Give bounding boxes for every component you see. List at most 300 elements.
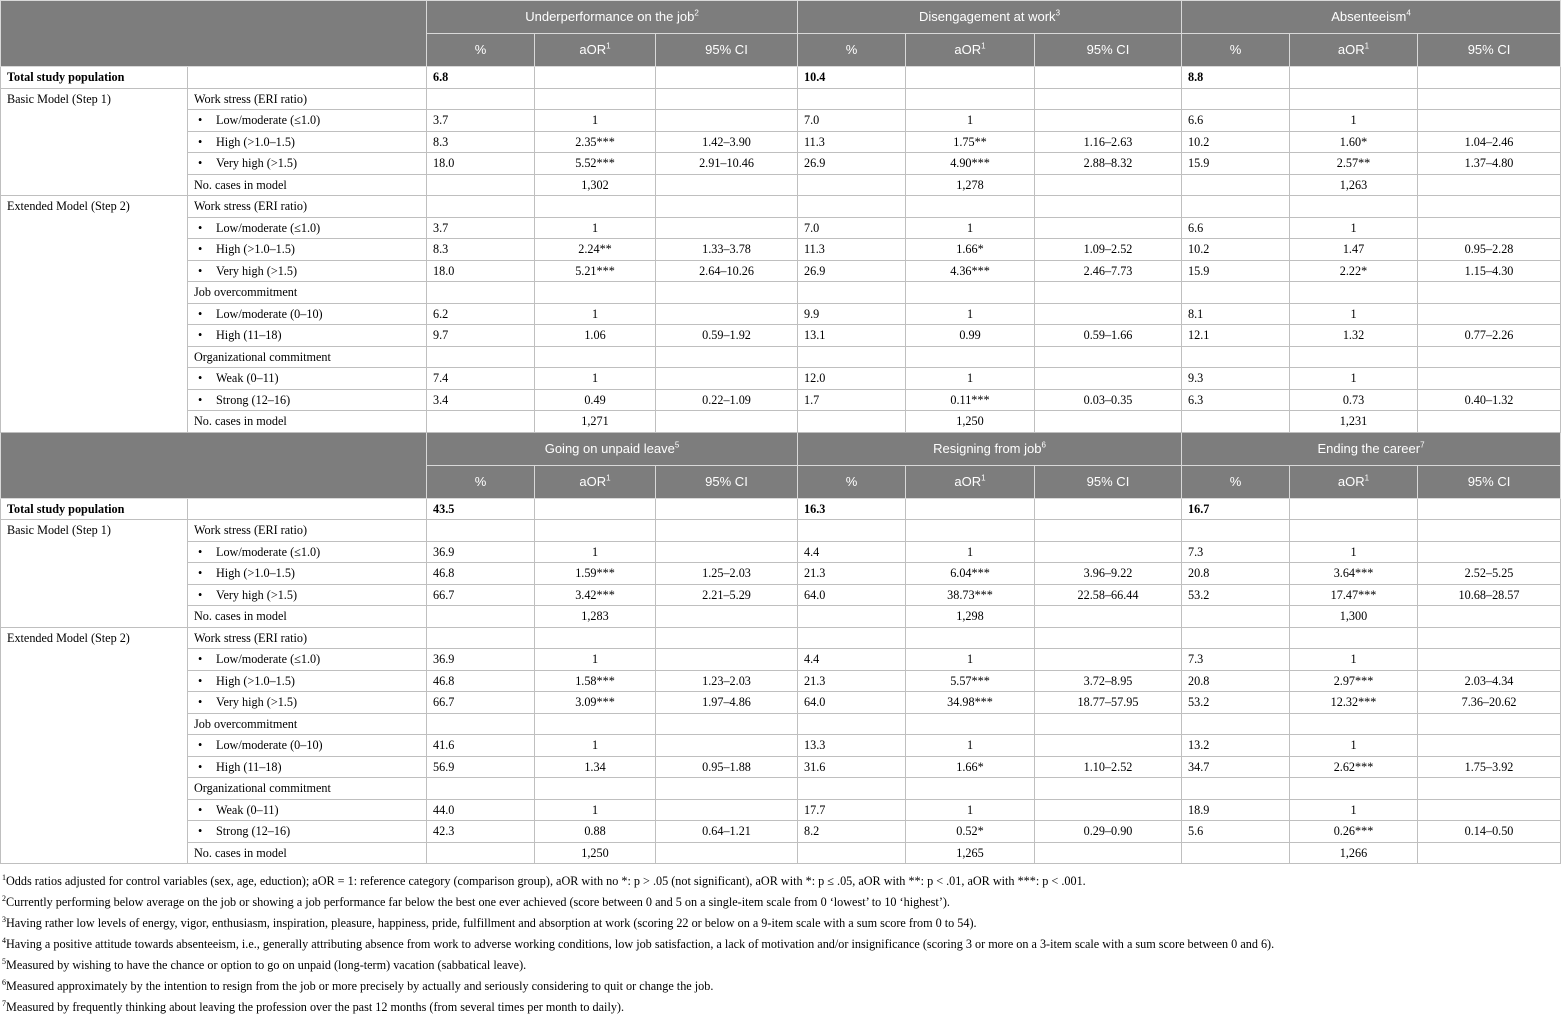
blank-cell bbox=[1418, 88, 1561, 110]
blank-cell bbox=[906, 520, 1035, 542]
blank-cell bbox=[906, 282, 1035, 304]
aor-value: 1.34 bbox=[535, 756, 656, 778]
header-blank bbox=[1, 1, 427, 67]
total-pct: 6.8 bbox=[427, 67, 535, 89]
blank-cell bbox=[798, 411, 906, 433]
blank-cell bbox=[1182, 174, 1290, 196]
row-label bbox=[188, 627, 427, 649]
blank-cell bbox=[798, 606, 906, 628]
row-label bbox=[188, 260, 427, 282]
col-header-aor bbox=[1290, 34, 1418, 67]
ci-value bbox=[1035, 368, 1182, 390]
row-label-text: Work stress (ERI ratio) bbox=[194, 199, 308, 214]
blank-cell bbox=[427, 520, 535, 542]
pct-value: 5.6 bbox=[1182, 821, 1290, 843]
blank-cell bbox=[1035, 713, 1182, 735]
row-label bbox=[188, 821, 427, 843]
pct-value: 42.3 bbox=[427, 821, 535, 843]
outcome-name: Resigning from job bbox=[933, 440, 1042, 456]
aor-label: aOR bbox=[579, 42, 607, 57]
pct-value: 4.4 bbox=[798, 541, 906, 563]
blank-cell bbox=[1418, 498, 1561, 520]
cases-row bbox=[1, 842, 1561, 864]
ci-value: 0.29–0.90 bbox=[1035, 821, 1182, 843]
outcome-header bbox=[427, 432, 798, 465]
blank-cell bbox=[1418, 411, 1561, 433]
pct-value: 46.8 bbox=[427, 670, 535, 692]
row-label-text: Low/moderate (≤1.0) bbox=[216, 652, 321, 667]
outcome-header bbox=[798, 1, 1182, 34]
col-header-pct: % bbox=[1182, 465, 1290, 498]
blank-cell bbox=[1035, 627, 1182, 649]
ci-value: 1.42–3.90 bbox=[656, 131, 798, 153]
ci-value bbox=[1035, 303, 1182, 325]
ci-value bbox=[656, 110, 798, 132]
data-row bbox=[1, 389, 1561, 411]
blank-cell bbox=[427, 778, 535, 800]
footnote bbox=[0, 934, 1560, 955]
footnote-text: Having rather low levels of energy, vigor, enthusiasm, inspiration, pleasure, happiness, pride, fulfillment and absorption at work (scoring 22 or below on a 9-item scale with a sum score from 0 to 54). bbox=[6, 916, 977, 930]
outcome-header bbox=[427, 1, 798, 34]
pct-value: 7.0 bbox=[798, 110, 906, 132]
ci-value bbox=[656, 217, 798, 239]
aor-value: 1 bbox=[906, 735, 1035, 757]
row-label bbox=[188, 563, 427, 585]
aor-value: 6.04*** bbox=[906, 563, 1035, 585]
blank-cell bbox=[1418, 778, 1561, 800]
pct-value: 41.6 bbox=[427, 735, 535, 757]
outcome-header-row bbox=[1, 432, 1561, 465]
bullet-icon: • bbox=[198, 673, 203, 688]
pct-value: 8.2 bbox=[798, 821, 906, 843]
ci-value: 1.09–2.52 bbox=[1035, 239, 1182, 261]
pct-value: 26.9 bbox=[798, 260, 906, 282]
group-row bbox=[1, 346, 1561, 368]
row-label-text: Low/moderate (≤1.0) bbox=[216, 220, 321, 235]
ci-value bbox=[656, 799, 798, 821]
blank-cell bbox=[1035, 606, 1182, 628]
data-row bbox=[1, 303, 1561, 325]
bullet-icon: • bbox=[198, 824, 203, 839]
row-label bbox=[188, 174, 427, 196]
pct-value: 21.3 bbox=[798, 670, 906, 692]
ci-value bbox=[1035, 541, 1182, 563]
blank-cell bbox=[1418, 606, 1561, 628]
blank-cell bbox=[798, 842, 906, 864]
row-label-text: Low/moderate (0–10) bbox=[216, 306, 323, 321]
total-pct: 16.7 bbox=[1182, 498, 1290, 520]
col-header-pct: % bbox=[798, 34, 906, 67]
ci-value: 0.22–1.09 bbox=[656, 389, 798, 411]
row-label-text: Low/moderate (≤1.0) bbox=[216, 544, 321, 559]
ci-value: 1.75–3.92 bbox=[1418, 756, 1561, 778]
blank-cell bbox=[1182, 282, 1290, 304]
ci-value: 1.97–4.86 bbox=[656, 692, 798, 714]
ci-value: 1.33–3.78 bbox=[656, 239, 798, 261]
group-row bbox=[1, 196, 1561, 218]
blank-cell bbox=[535, 196, 656, 218]
outcome-header bbox=[1182, 1, 1561, 34]
cases-value: 1,302 bbox=[535, 174, 656, 196]
pct-value: 18.0 bbox=[427, 153, 535, 175]
outcome-name: Ending the career bbox=[1317, 440, 1421, 456]
aor-footnote-ref: 1 bbox=[1364, 473, 1370, 483]
row-label-text: High (11–18) bbox=[216, 328, 282, 343]
footnote bbox=[0, 871, 1560, 892]
aor-value: 1.47 bbox=[1290, 239, 1418, 261]
aor-value: 4.36*** bbox=[906, 260, 1035, 282]
blank-cell bbox=[798, 713, 906, 735]
row-label bbox=[188, 735, 427, 757]
group-row bbox=[1, 627, 1561, 649]
data-row bbox=[1, 692, 1561, 714]
pct-value: 7.4 bbox=[427, 368, 535, 390]
ci-value bbox=[656, 541, 798, 563]
ci-value bbox=[1418, 541, 1561, 563]
aor-value: 0.11*** bbox=[906, 389, 1035, 411]
aor-value: 2.62*** bbox=[1290, 756, 1418, 778]
pct-value: 9.7 bbox=[427, 325, 535, 347]
pct-value: 18.9 bbox=[1182, 799, 1290, 821]
aor-value: 1.32 bbox=[1290, 325, 1418, 347]
bullet-icon: • bbox=[198, 306, 203, 321]
pct-value: 7.0 bbox=[798, 217, 906, 239]
aor-footnote-ref: 1 bbox=[1364, 41, 1370, 51]
outcome-header-row bbox=[1, 1, 1561, 34]
blank-cell bbox=[1035, 174, 1182, 196]
blank-cell bbox=[656, 842, 798, 864]
ci-value: 3.72–8.95 bbox=[1035, 670, 1182, 692]
pct-value: 53.2 bbox=[1182, 584, 1290, 606]
pct-value: 7.3 bbox=[1182, 649, 1290, 671]
ci-value: 2.91–10.46 bbox=[656, 153, 798, 175]
outcome-name: Going on unpaid leave bbox=[544, 440, 675, 456]
blank-cell bbox=[656, 174, 798, 196]
col-header-aor bbox=[535, 34, 656, 67]
footnote bbox=[0, 997, 1560, 1018]
ci-value bbox=[656, 735, 798, 757]
aor-footnote-ref: 1 bbox=[981, 41, 986, 51]
blank-cell bbox=[1182, 88, 1290, 110]
blank-cell bbox=[427, 196, 535, 218]
footnote-text: Measured by wishing to have the chance or option to go on unpaid (long-term) vacation (sabbatical leave). bbox=[6, 958, 527, 972]
aor-value: 1.58*** bbox=[535, 670, 656, 692]
blank-cell bbox=[798, 627, 906, 649]
cases-value: 1,278 bbox=[906, 174, 1035, 196]
data-row bbox=[1, 260, 1561, 282]
pct-value: 36.9 bbox=[427, 649, 535, 671]
data-row bbox=[1, 110, 1561, 132]
ci-value: 0.59–1.66 bbox=[1035, 325, 1182, 347]
outcome-footnote-ref: 5 bbox=[674, 440, 680, 450]
bullet-icon: • bbox=[198, 738, 203, 753]
bullet-icon: • bbox=[198, 802, 203, 817]
blank-cell bbox=[1035, 498, 1182, 520]
row-label bbox=[188, 541, 427, 563]
bullet-icon: • bbox=[198, 544, 203, 559]
row-label-text: High (11–18) bbox=[216, 759, 282, 774]
outcome-name: Absenteeism bbox=[1331, 9, 1407, 24]
aor-value: 1 bbox=[535, 649, 656, 671]
outcome-footnote-ref: 6 bbox=[1041, 440, 1046, 450]
pct-value: 17.7 bbox=[798, 799, 906, 821]
row-label-text: Strong (12–16) bbox=[216, 392, 291, 407]
data-row bbox=[1, 368, 1561, 390]
bullet-icon: • bbox=[198, 566, 203, 581]
pct-value: 6.3 bbox=[1182, 389, 1290, 411]
row-label-text: Strong (12–16) bbox=[216, 824, 291, 839]
bullet-icon: • bbox=[198, 759, 203, 774]
bullet-icon: • bbox=[198, 220, 203, 235]
ci-value: 0.77–2.26 bbox=[1418, 325, 1561, 347]
pct-value: 36.9 bbox=[427, 541, 535, 563]
bullet-icon: • bbox=[198, 587, 203, 602]
aor-value: 5.52*** bbox=[535, 153, 656, 175]
outcome-name: Underperformance on the job bbox=[525, 9, 695, 24]
pct-value: 11.3 bbox=[798, 131, 906, 153]
row-label bbox=[188, 649, 427, 671]
footnote-number: 5 bbox=[2, 956, 6, 966]
row-label bbox=[188, 196, 427, 218]
blank-cell bbox=[1290, 498, 1418, 520]
blank-cell bbox=[427, 627, 535, 649]
ci-value: 2.03–4.34 bbox=[1418, 670, 1561, 692]
blank-cell bbox=[1182, 411, 1290, 433]
row-label-text: High (>1.0–1.5) bbox=[216, 673, 295, 688]
blank-cell bbox=[906, 196, 1035, 218]
aor-value: 12.32*** bbox=[1290, 692, 1418, 714]
aor-value: 1 bbox=[1290, 649, 1418, 671]
data-row bbox=[1, 670, 1561, 692]
aor-value: 2.22* bbox=[1290, 260, 1418, 282]
blank-cell bbox=[906, 627, 1035, 649]
total-pct: 16.3 bbox=[798, 498, 906, 520]
cases-value: 1,263 bbox=[1290, 174, 1418, 196]
ci-value: 1.10–2.52 bbox=[1035, 756, 1182, 778]
bullet-icon: • bbox=[198, 695, 203, 710]
ci-value: 7.36–20.62 bbox=[1418, 692, 1561, 714]
footnote bbox=[0, 976, 1560, 997]
blank-cell bbox=[656, 606, 798, 628]
data-row bbox=[1, 756, 1561, 778]
row-label bbox=[188, 368, 427, 390]
footnote bbox=[0, 955, 1560, 976]
aor-value: 1.59*** bbox=[535, 563, 656, 585]
ci-value bbox=[1035, 217, 1182, 239]
bullet-icon: • bbox=[198, 392, 203, 407]
footnote bbox=[0, 913, 1560, 934]
ci-value bbox=[1418, 217, 1561, 239]
blank-cell bbox=[1035, 67, 1182, 89]
row-label bbox=[188, 131, 427, 153]
ci-value: 0.40–1.32 bbox=[1418, 389, 1561, 411]
ci-value: 2.46–7.73 bbox=[1035, 260, 1182, 282]
aor-value: 2.57** bbox=[1290, 153, 1418, 175]
aor-value: 1 bbox=[906, 110, 1035, 132]
blank-cell bbox=[427, 713, 535, 735]
col-header-ci: 95% CI bbox=[1035, 34, 1182, 67]
data-row bbox=[1, 563, 1561, 585]
blank-cell bbox=[1182, 196, 1290, 218]
model-label: Basic Model (Step 1) bbox=[1, 88, 188, 196]
row-label bbox=[188, 88, 427, 110]
aor-value: 1.66* bbox=[906, 239, 1035, 261]
ci-value: 18.77–57.95 bbox=[1035, 692, 1182, 714]
pct-value: 13.1 bbox=[798, 325, 906, 347]
blank-cell bbox=[1418, 520, 1561, 542]
footnote-number: 7 bbox=[2, 998, 6, 1008]
blank-cell bbox=[535, 282, 656, 304]
group-row bbox=[1, 520, 1561, 542]
blank-cell bbox=[1290, 196, 1418, 218]
aor-label: aOR bbox=[954, 42, 982, 57]
cases-row bbox=[1, 174, 1561, 196]
aor-label: aOR bbox=[579, 473, 607, 489]
ci-value bbox=[656, 649, 798, 671]
row-label-text: Very high (>1.5) bbox=[216, 263, 297, 278]
aor-value: 1.66* bbox=[906, 756, 1035, 778]
ci-value bbox=[1418, 649, 1561, 671]
pct-value: 66.7 bbox=[427, 584, 535, 606]
row-label-text: Very high (>1.5) bbox=[216, 587, 297, 602]
aor-value: 3.09*** bbox=[535, 692, 656, 714]
ci-value: 2.21–5.29 bbox=[656, 584, 798, 606]
blank-cell bbox=[798, 88, 906, 110]
data-row bbox=[1, 584, 1561, 606]
blank-cell bbox=[1035, 520, 1182, 542]
row-label bbox=[188, 282, 427, 304]
blank-cell bbox=[427, 842, 535, 864]
pct-value: 12.1 bbox=[1182, 325, 1290, 347]
aor-footnote-ref: 1 bbox=[981, 473, 986, 483]
row-label bbox=[188, 239, 427, 261]
blank-cell bbox=[1290, 67, 1418, 89]
row-label-text: Weak (0–11) bbox=[216, 371, 279, 386]
blank-cell bbox=[1182, 520, 1290, 542]
cases-value: 1,231 bbox=[1290, 411, 1418, 433]
col-header-pct: % bbox=[427, 465, 535, 498]
blank-cell bbox=[1035, 411, 1182, 433]
row-label-text: No. cases in model bbox=[194, 845, 287, 860]
row-label bbox=[188, 842, 427, 864]
blank-cell bbox=[656, 778, 798, 800]
row-label bbox=[188, 325, 427, 347]
blank-cell bbox=[427, 88, 535, 110]
pct-value: 8.3 bbox=[427, 131, 535, 153]
pct-value: 3.4 bbox=[427, 389, 535, 411]
aor-value: 1 bbox=[906, 541, 1035, 563]
ci-value: 3.96–9.22 bbox=[1035, 563, 1182, 585]
aor-value: 4.90*** bbox=[906, 153, 1035, 175]
blank-cell bbox=[1290, 627, 1418, 649]
row-label bbox=[188, 799, 427, 821]
aor-value: 1 bbox=[1290, 217, 1418, 239]
bullet-icon: • bbox=[198, 371, 203, 386]
pct-value: 13.3 bbox=[798, 735, 906, 757]
pct-value: 20.8 bbox=[1182, 670, 1290, 692]
blank-cell bbox=[535, 627, 656, 649]
pct-value: 13.2 bbox=[1182, 735, 1290, 757]
blank-cell bbox=[656, 67, 798, 89]
data-row bbox=[1, 131, 1561, 153]
ci-value: 0.95–2.28 bbox=[1418, 239, 1561, 261]
row-label bbox=[188, 411, 427, 433]
blank-cell bbox=[427, 174, 535, 196]
bullet-icon: • bbox=[198, 652, 203, 667]
blank-cell bbox=[1418, 842, 1561, 864]
row-label-text: Low/moderate (≤1.0) bbox=[216, 113, 321, 128]
cases-value: 1,265 bbox=[906, 842, 1035, 864]
ci-value: 1.04–2.46 bbox=[1418, 131, 1561, 153]
ci-value: 1.23–2.03 bbox=[656, 670, 798, 692]
blank-cell bbox=[906, 713, 1035, 735]
blank-cell bbox=[427, 411, 535, 433]
aor-value: 1 bbox=[535, 217, 656, 239]
col-header-pct: % bbox=[798, 465, 906, 498]
aor-footnote-ref: 1 bbox=[606, 473, 611, 483]
row-label-text: Organizational commitment bbox=[194, 781, 331, 796]
row-label-text: High (>1.0–1.5) bbox=[216, 134, 295, 149]
blank-cell bbox=[1418, 713, 1561, 735]
cases-value: 1,266 bbox=[1290, 842, 1418, 864]
blank-cell bbox=[798, 196, 906, 218]
data-row bbox=[1, 239, 1561, 261]
ci-value bbox=[1418, 799, 1561, 821]
row-label-text: Low/moderate (0–10) bbox=[216, 738, 323, 753]
aor-value: 17.47*** bbox=[1290, 584, 1418, 606]
aor-value: 0.26*** bbox=[1290, 821, 1418, 843]
pct-value: 6.6 bbox=[1182, 110, 1290, 132]
footnote-number: 1 bbox=[2, 872, 6, 882]
group-row bbox=[1, 778, 1561, 800]
blank-cell bbox=[656, 88, 798, 110]
data-row bbox=[1, 325, 1561, 347]
ci-value bbox=[1035, 799, 1182, 821]
row-label-text: Job overcommitment bbox=[194, 285, 298, 300]
data-row bbox=[1, 217, 1561, 239]
footnote-text: Measured approximately by the intention to resign from the job or more precisely by actually and seriously considering to quit or change the job. bbox=[6, 979, 714, 993]
ci-value bbox=[1035, 735, 1182, 757]
bullet-icon: • bbox=[198, 328, 203, 343]
blank-cell bbox=[1182, 778, 1290, 800]
blank-cell bbox=[798, 174, 906, 196]
blank-cell bbox=[1418, 174, 1561, 196]
aor-value: 2.97*** bbox=[1290, 670, 1418, 692]
pct-value: 64.0 bbox=[798, 692, 906, 714]
blank-cell bbox=[1290, 713, 1418, 735]
outcome-header bbox=[798, 432, 1182, 465]
blank-cell bbox=[1290, 346, 1418, 368]
aor-value: 1 bbox=[906, 217, 1035, 239]
aor-value: 1.75** bbox=[906, 131, 1035, 153]
pct-value: 44.0 bbox=[427, 799, 535, 821]
ci-value bbox=[1035, 649, 1182, 671]
blank-cell bbox=[656, 346, 798, 368]
ci-value: 1.16–2.63 bbox=[1035, 131, 1182, 153]
ci-value: 1.37–4.80 bbox=[1418, 153, 1561, 175]
row-label bbox=[188, 778, 427, 800]
ci-value: 2.88–8.32 bbox=[1035, 153, 1182, 175]
pct-value: 1.7 bbox=[798, 389, 906, 411]
total-pct: 8.8 bbox=[1182, 67, 1290, 89]
aor-value: 1 bbox=[535, 735, 656, 757]
blank-cell bbox=[1418, 627, 1561, 649]
data-row bbox=[1, 649, 1561, 671]
footnote-text: Measured by frequently thinking about leaving the profession over the past 12 months (from several times per month to daily). bbox=[6, 1000, 625, 1014]
group-row bbox=[1, 282, 1561, 304]
aor-value: 1 bbox=[535, 799, 656, 821]
row-label bbox=[188, 670, 427, 692]
